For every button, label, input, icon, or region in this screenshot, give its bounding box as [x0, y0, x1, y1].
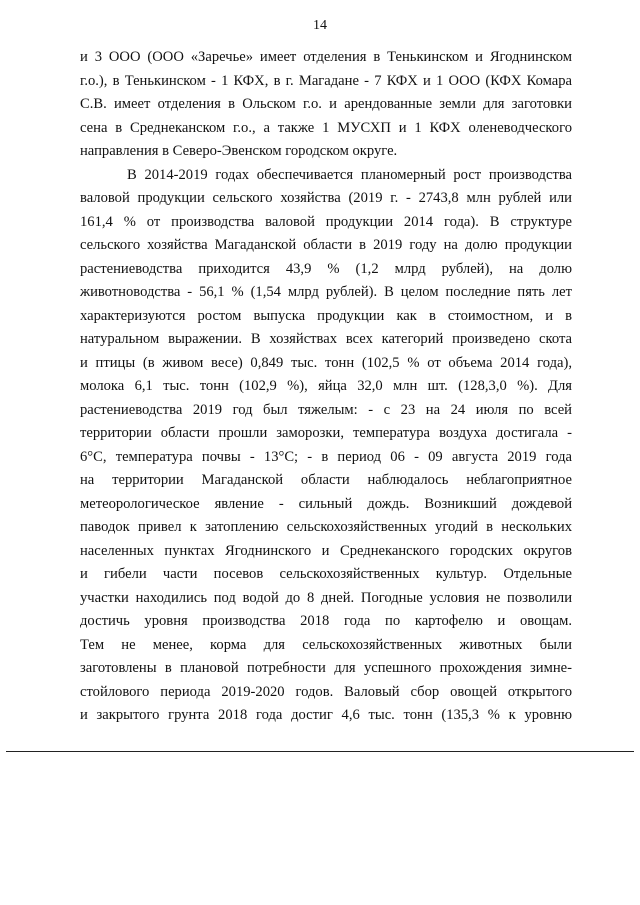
text-line: сельского хозяйства Магаданской области в 2019 году на долю продукции	[80, 237, 572, 253]
text-line: достичь уровня производства 2018 года по картофелю и овощам.	[80, 613, 572, 629]
text-line: территории области прошли заморозки, температура воздуха достигала -	[80, 425, 572, 441]
text-line: г.о.), в Тенькинском - 1 КФХ, в г. Магадане - 7 КФХ и 1 ООО (КФХ Комара	[80, 72, 572, 89]
text-line: паводок привел к затоплению сельскохозяйственных угодий в нескольких	[80, 519, 572, 535]
text-line: животноводства - 56,1 % (1,54 млрд рублей). В целом последние пять лет	[80, 284, 572, 300]
text-line: и закрытого грунта 2018 года достиг 4,6 тыс. тонн (135,3 % к уровню	[80, 707, 572, 723]
text-line: и 3 ООО (ООО «Заречье» имеет отделения в Тенькинском и Ягоднинском	[80, 49, 572, 65]
text-line: молока 6,1 тыс. тонн (102,9 %), яйца 32,0 млн шт. (128,3,0 %). Для	[80, 378, 572, 394]
paragraph-2	[80, 164, 572, 728]
text-line: 6°С, температура почвы - 13°С; - в период 06 - 09 августа 2019 года	[80, 448, 572, 465]
text-line: С.В. имеет отделения в Ольском г.о. и арендованные земли для заготовки	[80, 96, 572, 112]
text-line: Тем не менее, корма для сельскохозяйственных животных были	[80, 636, 572, 653]
text-line: 161,4 % от производства валовой продукции 2014 года). В структуре	[80, 213, 572, 230]
text-line: и птицы (в живом весе) 0,849 тыс. тонн (102,5 % от объема 2014 года),	[80, 354, 572, 371]
text-line: населенных пунктах Ягоднинского и Среднеканского городских округов	[80, 542, 572, 559]
text-line: В 2014-2019 годах обеспечивается планомерный рост производства	[127, 166, 572, 183]
text-line: участки находились под водой до 8 дней. Погодные условия не позволили	[80, 589, 572, 606]
text-line: стойлового периода 2019-2020 годов. Валовый сбор овощей открытого	[80, 683, 572, 700]
text-line: и гибели части посевов сельскохозяйственных культур. Отдельные	[80, 566, 572, 582]
text-line: растениеводства приходится 43,9 % (1,2 млрд рублей), на долю	[80, 260, 572, 277]
page-number: 14	[313, 18, 327, 33]
text-line: метеорологическое явление - сильный дождь. Возникший дождевой	[80, 495, 572, 512]
text-line: сена в Среднеканском г.о., а также 1 МУСХП и 1 КФХ оленеводческого	[80, 119, 572, 136]
text-line: валовой продукции сельского хозяйства (2019 г. - 2743,8 млн рублей или	[80, 190, 572, 206]
text-line: направления в Северо-Эвенском городском округе.	[80, 143, 398, 159]
paragraph-1	[80, 46, 572, 164]
text-line: на территории Магаданской области наблюдалось неблагоприятное	[80, 472, 572, 488]
text-line: характеризуются ростом выпуска продукции как в стоимостном, и в	[80, 307, 572, 324]
text-line: растениеводства 2019 год был тяжелым: - с 23 на 24 июля по всей	[80, 401, 572, 418]
document-body	[80, 46, 572, 728]
footer-divider	[6, 751, 634, 752]
text-line: заготовлены в плановой потребности для успешного прохождения зимне-	[80, 660, 572, 676]
text-line: натуральном выражении. В хозяйствах всех категорий произведено скота	[80, 331, 572, 347]
